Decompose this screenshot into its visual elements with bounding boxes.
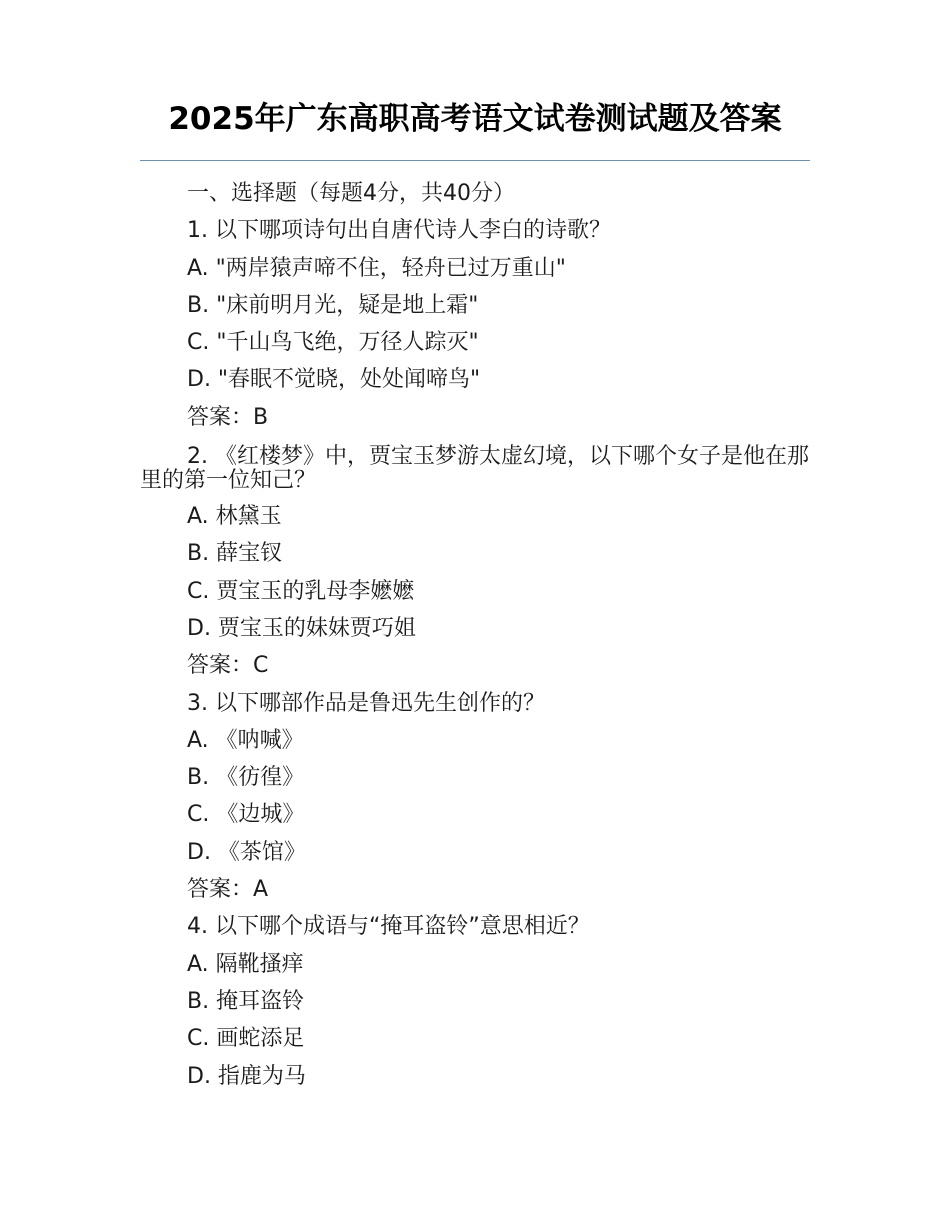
option-1c: C. "千山鸟飞绝，万径人踪灭" [187,330,479,356]
answer-2: 答案：C [187,653,269,679]
option-3a: A. 《呐喊》 [187,727,304,753]
answer-3: 答案：A [187,877,269,903]
option-1d: D. "春眠不觉晓，处处闻啼鸟" [187,367,481,393]
option-2b: B. 薛宝钗 [187,541,283,567]
document-title: 2025年广东高职高考语文试卷测试题及答案 [168,101,782,137]
option-4b: B. 掩耳盗铃 [187,988,305,1014]
question-1: 1. 以下哪项诗句出自唐代诗人李白的诗歌？ [187,218,611,244]
option-1b: B. "床前明月光，疑是地上霜" [187,292,479,318]
option-4c: C. 画蛇添足 [187,1026,305,1052]
document-body [140,175,810,1095]
option-3d: D. 《茶馆》 [187,839,306,865]
section-heading: 一、选择题（每题4分，共40分） [187,181,515,206]
option-4d: D. 指鹿为马 [187,1063,306,1089]
question-2: 2. 《红楼梦》中，贾宝玉梦游太虚幻境，以下哪个女子是他在那里的第一位知己？ [140,444,809,494]
question-4: 4. 以下哪个成语与“掩耳盗铃”意思相近？ [187,914,590,940]
question-3: 3. 以下哪部作品是鲁迅先生创作的？ [187,690,545,716]
option-2c: C. 贾宝玉的乳母李嬷嬷 [187,578,415,604]
option-4a: A. 隔靴搔痒 [187,951,304,977]
answer-1: 答案：B [187,404,269,430]
option-3b: B. 《彷徨》 [187,765,305,791]
option-2a: A. 林黛玉 [187,504,282,530]
option-1a: A. "两岸猿声啼不住，轻舟已过万重山" [187,255,566,281]
title-divider [140,160,810,161]
option-2d: D. 贾宝玉的妹妹贾巧姐 [187,615,416,641]
option-3c: C. 《边城》 [187,802,305,828]
